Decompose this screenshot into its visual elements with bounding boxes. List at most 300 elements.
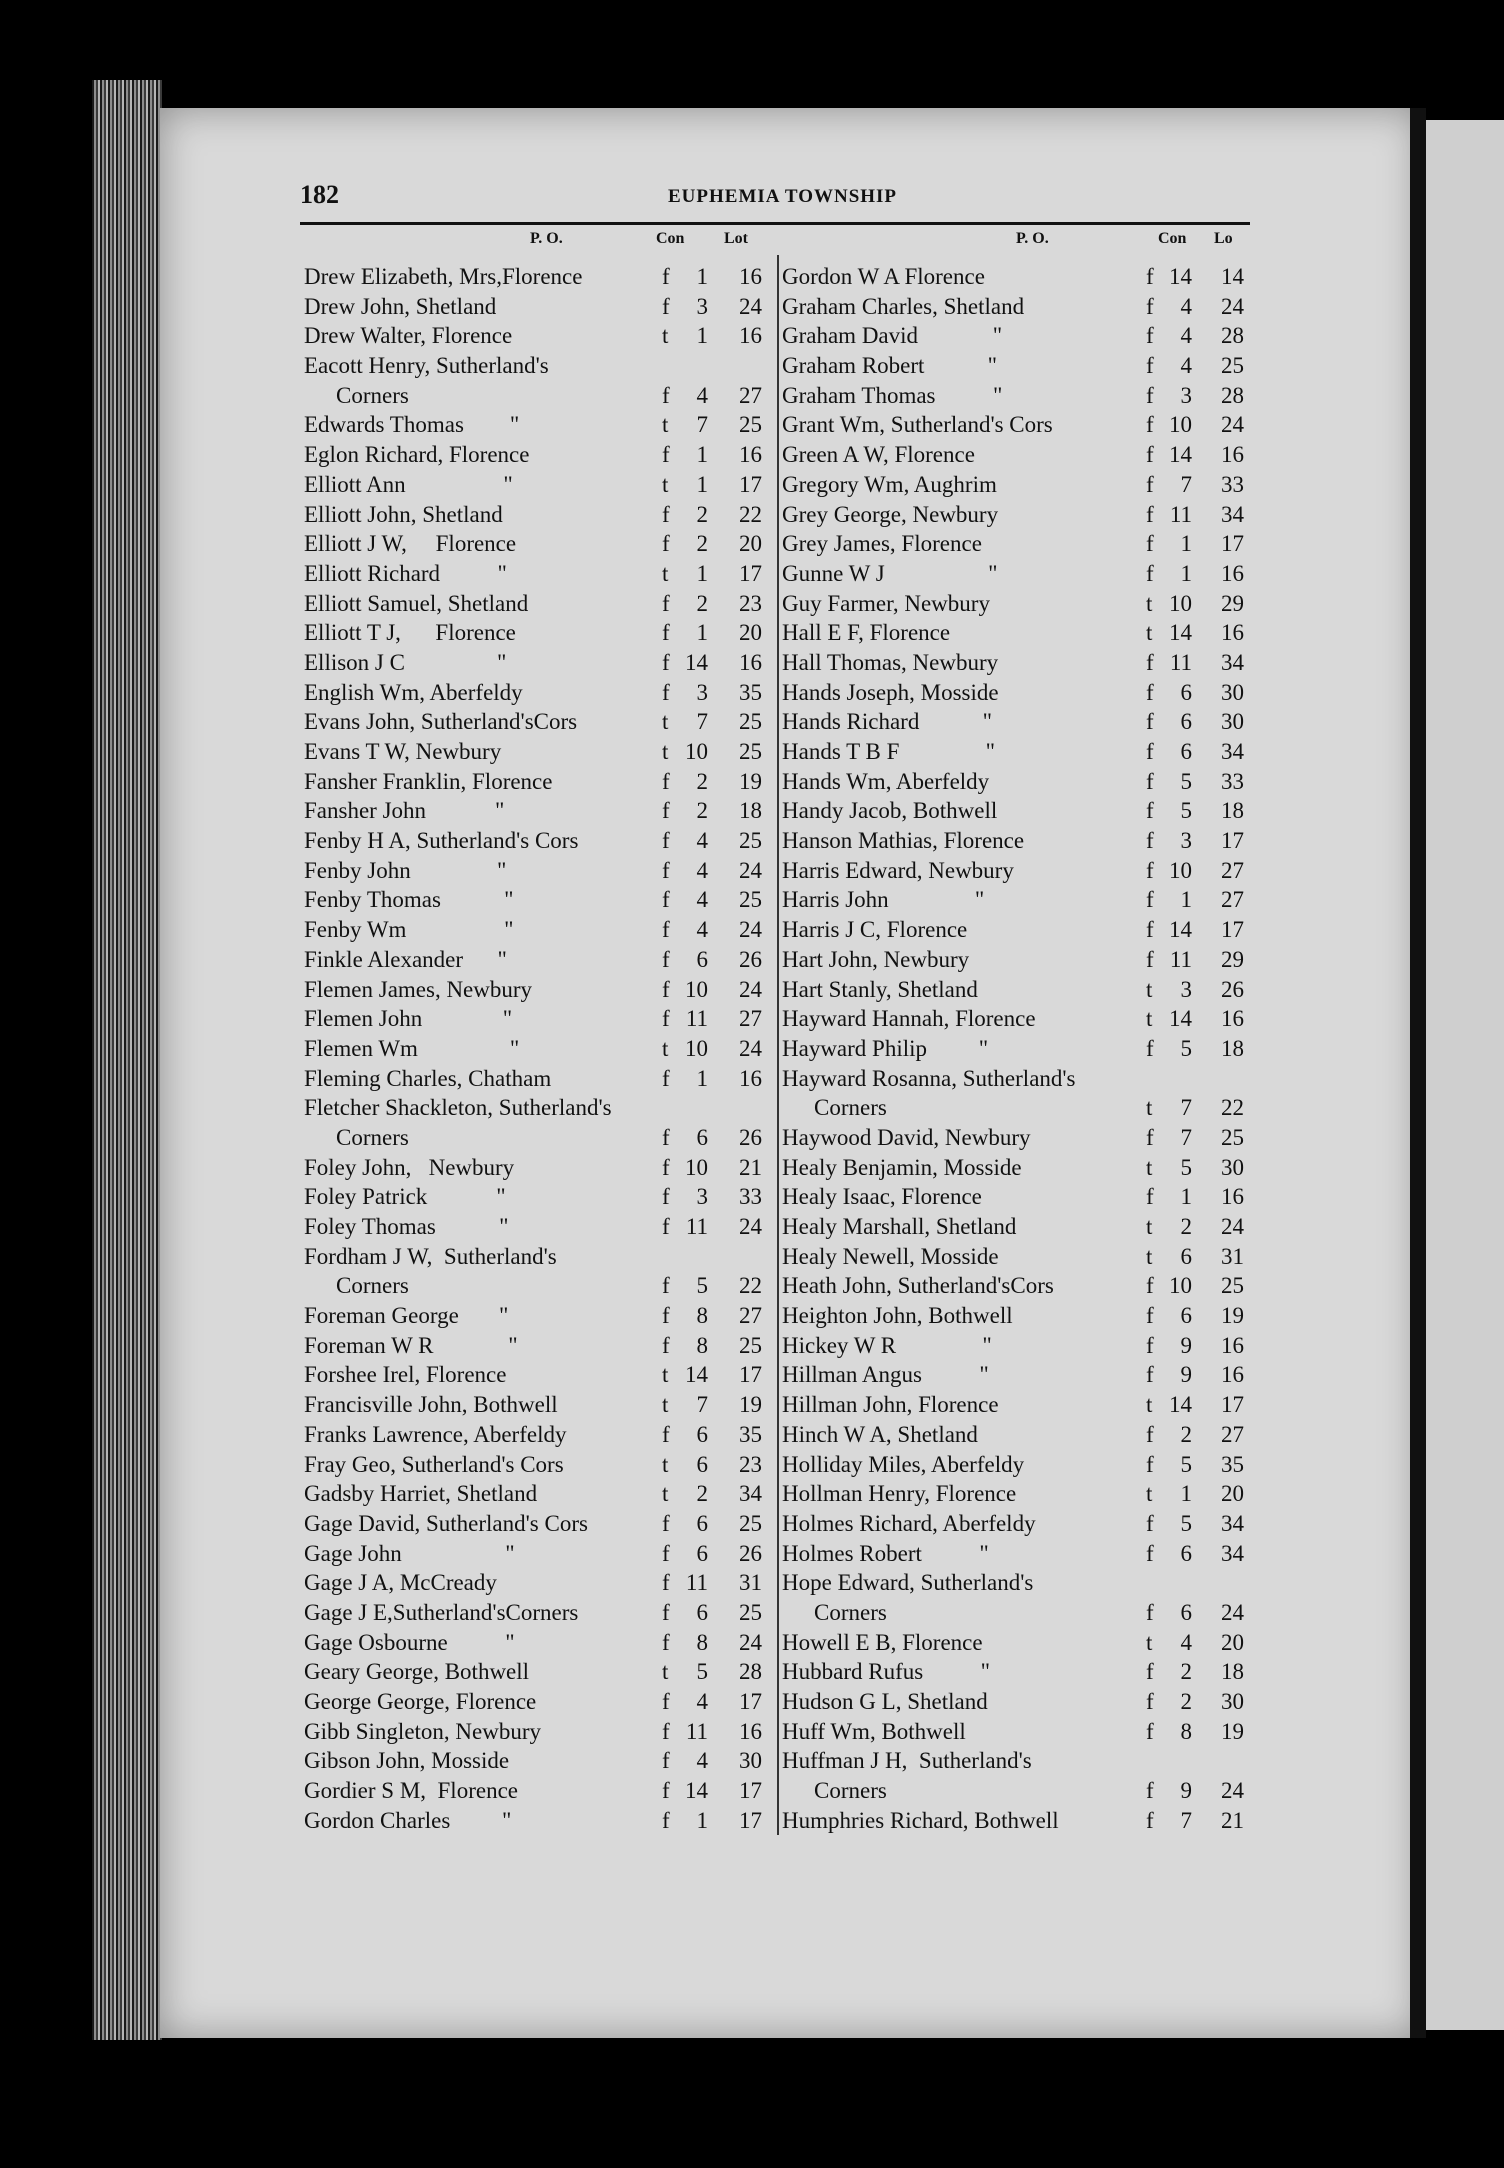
directory-entry	[782, 1657, 1250, 1687]
entry-tenure: f	[1146, 1778, 1154, 1804]
entry-concession: 7	[1180, 1807, 1192, 1833]
entry-lot: 35	[739, 1421, 762, 1447]
entry-tenure: f	[662, 649, 670, 675]
entry-lot: 24	[739, 976, 762, 1002]
entry-lot: 17	[739, 1689, 762, 1714]
entry-concession: 14	[685, 1362, 708, 1388]
entry-lot: 27	[1221, 1421, 1244, 1447]
entry-name: Hayward Rosanna, Sutherland's	[782, 1065, 1076, 1091]
entry-tenure: f	[1146, 1303, 1154, 1329]
entry-concession: 10	[1169, 412, 1192, 438]
entry-lot: 19	[1221, 1303, 1244, 1329]
entry-tenure: f	[1146, 828, 1154, 854]
entry-name: Healy Benjamin, Mosside	[782, 1154, 1022, 1180]
entry-lot: 18	[1221, 1659, 1244, 1685]
entry-concession: 1	[1180, 560, 1192, 586]
entry-concession: 3	[696, 679, 708, 705]
entry-name: Grant Wm, Sutherland's Cors	[782, 412, 1053, 438]
entry-tenure: f	[662, 264, 670, 289]
entry-tenure: f	[1146, 531, 1154, 557]
directory-entry	[782, 500, 1250, 530]
page-gutter-shadow	[1410, 108, 1426, 2038]
entry-concession: 6	[696, 1510, 708, 1536]
entry-name: Drew Elizabeth, Mrs,Florence	[304, 264, 583, 289]
entry-lot: 25	[1221, 353, 1244, 379]
entry-tenure: f	[662, 1570, 670, 1596]
entry-name: Elliott John, Shetland	[304, 501, 503, 527]
directory-entry	[782, 1093, 1250, 1123]
entry-lot: 27	[739, 1303, 762, 1329]
entry-name: Evans John, Sutherland'sCors	[304, 709, 578, 735]
entry-lot: 16	[739, 1718, 762, 1744]
entry-tenure: f	[1146, 560, 1154, 586]
entry-lot: 17	[739, 471, 762, 497]
directory-entry	[304, 1182, 770, 1212]
entry-name: Holmes Richard, Aberfeldy	[782, 1510, 1036, 1536]
entry-name: Corners	[336, 382, 409, 408]
directory-entry	[304, 559, 770, 589]
entry-lot: 20	[1221, 1481, 1244, 1507]
entry-tenure: f	[662, 679, 670, 705]
directory-entry	[304, 648, 770, 678]
directory-entry	[782, 1598, 1250, 1628]
entry-concession: 3	[1180, 382, 1192, 408]
entry-tenure: t	[662, 1362, 669, 1388]
entry-concession: 1	[1180, 1481, 1192, 1507]
entry-concession: 14	[1169, 442, 1192, 468]
directory-entry	[304, 1212, 770, 1242]
directory-entry	[304, 945, 770, 975]
entry-lot: 34	[1221, 1510, 1244, 1536]
entry-lot: 25	[739, 1510, 762, 1536]
page-header	[300, 180, 1250, 220]
entry-lot: 16	[1221, 1006, 1244, 1032]
entry-name: Hubbard Rufus "	[782, 1659, 991, 1685]
entry-tenure: f	[1146, 1718, 1154, 1744]
entry-name: Harris J C, Florence	[782, 917, 968, 943]
entry-name: Holliday Miles, Aberfeldy	[782, 1451, 1025, 1477]
entry-concession: 2	[1180, 1421, 1192, 1447]
entry-concession: 6	[696, 1599, 708, 1625]
directory-entry	[782, 1806, 1250, 1836]
entry-lot: 17	[1221, 531, 1244, 557]
entry-lot: 17	[1221, 1392, 1244, 1418]
directory-entry	[304, 737, 770, 767]
entry-name: Gordier S M, Florence	[304, 1778, 518, 1804]
entry-lot: 30	[1221, 1154, 1244, 1180]
entry-concession: 8	[696, 1332, 708, 1358]
entry-concession: 6	[696, 1540, 708, 1566]
directory-entry	[782, 945, 1250, 975]
entry-name: Hanson Mathias, Florence	[782, 828, 1025, 854]
entry-lot: 25	[739, 412, 762, 438]
entry-lot: 34	[1221, 1540, 1244, 1566]
directory-entry	[782, 1628, 1250, 1658]
entry-concession: 8	[696, 1303, 708, 1329]
directory-entry	[782, 1331, 1250, 1361]
entry-name: Handy Jacob, Bothwell	[782, 798, 998, 824]
entry-lot: 30	[1221, 1689, 1244, 1714]
directory-entry	[304, 262, 770, 292]
entry-lot: 22	[739, 501, 762, 527]
entry-lot: 18	[739, 798, 762, 824]
directory-entry	[304, 1539, 770, 1569]
entry-name: Fletcher Shackleton, Sutherland's	[304, 1095, 612, 1121]
entry-tenure: f	[1146, 1689, 1154, 1714]
directory-entry	[304, 1034, 770, 1064]
directory-entry	[304, 826, 770, 856]
entry-concession: 10	[1169, 1273, 1192, 1299]
entry-concession: 9	[1180, 1778, 1192, 1804]
entry-lot: 34	[739, 1481, 762, 1507]
entry-lot: 27	[739, 1006, 762, 1032]
entry-name: Gibson John, Mosside	[304, 1748, 510, 1774]
directory-entry	[304, 381, 770, 411]
entry-lot: 17	[739, 1778, 762, 1804]
entry-name: Grey George, Newbury	[782, 501, 999, 527]
entry-lot: 33	[1221, 471, 1244, 497]
entry-tenure: f	[662, 293, 670, 319]
entry-concession: 9	[1180, 1332, 1192, 1358]
directory-entry	[782, 975, 1250, 1005]
entry-tenure: f	[662, 1065, 670, 1091]
entry-name: Fenby John "	[304, 857, 507, 883]
entry-tenure: f	[662, 1303, 670, 1329]
entry-lot: 28	[739, 1659, 762, 1685]
entry-tenure: t	[662, 412, 669, 438]
directory-entry	[782, 796, 1250, 826]
entry-lot: 28	[1221, 323, 1244, 349]
entry-concession: 10	[1169, 857, 1192, 883]
entry-tenure: f	[662, 590, 670, 616]
entry-lot: 31	[1221, 1243, 1244, 1269]
entry-tenure: t	[662, 739, 669, 764]
entry-concession: 4	[696, 857, 708, 883]
entry-name: Guy Farmer, Newbury	[782, 590, 990, 616]
entry-concession: 1	[696, 1807, 708, 1833]
entry-tenure: f	[1146, 1124, 1154, 1150]
entry-lot: 27	[739, 382, 762, 408]
entry-tenure: t	[1146, 1006, 1153, 1032]
entry-lot: 26	[1221, 976, 1244, 1002]
entry-tenure: f	[1146, 1421, 1154, 1447]
directory-entry	[782, 885, 1250, 915]
entry-concession: 7	[1180, 1124, 1192, 1150]
directory-entry	[782, 1509, 1250, 1539]
directory-entry	[304, 1746, 770, 1776]
directory-entry	[304, 321, 770, 351]
entry-lot: 22	[1221, 1095, 1244, 1121]
entry-name: Hands Richard "	[782, 709, 992, 735]
entry-name: Foley John, Newbury	[304, 1154, 515, 1180]
entry-lot: 19	[739, 768, 762, 794]
entry-name: Holmes Robert "	[782, 1540, 989, 1566]
entry-concession: 6	[1180, 1540, 1192, 1566]
entry-name: Elliott Richard "	[304, 560, 507, 586]
entry-lot: 17	[1221, 828, 1244, 854]
entry-concession: 7	[696, 1392, 708, 1418]
entry-lot: 14	[1221, 264, 1244, 289]
directory-entry	[782, 1420, 1250, 1450]
directory-entry	[304, 1450, 770, 1480]
entry-concession: 4	[696, 828, 708, 854]
directory-entry	[304, 1331, 770, 1361]
running-title: EUPHEMIA TOWNSHIP	[668, 186, 898, 207]
entry-tenure: f	[1146, 768, 1154, 794]
directory-entry	[304, 1509, 770, 1539]
directory-entry	[304, 1153, 770, 1183]
directory-entry	[782, 826, 1250, 856]
entry-concession: 3	[1180, 828, 1192, 854]
entry-concession: 7	[696, 709, 708, 735]
directory-entry	[782, 856, 1250, 886]
entry-name: Foreman George "	[304, 1303, 509, 1329]
entry-tenure: f	[662, 1748, 670, 1774]
entry-name: Graham Thomas "	[782, 382, 1003, 408]
entry-concession: 2	[696, 768, 708, 794]
entry-concession: 3	[696, 1184, 708, 1210]
entry-name: Corners	[336, 1124, 409, 1150]
entry-lot: 35	[739, 679, 762, 705]
entry-concession: 1	[696, 560, 708, 586]
entry-tenure: f	[1146, 946, 1154, 972]
entry-lot: 24	[739, 1629, 762, 1655]
directory-entry	[782, 1301, 1250, 1331]
entry-lot: 31	[739, 1570, 762, 1596]
entry-tenure: f	[1146, 1362, 1154, 1388]
entry-concession: 3	[1180, 976, 1192, 1002]
directory-entry	[304, 1271, 770, 1301]
entry-concession: 6	[1180, 1303, 1192, 1329]
directory-entry	[782, 678, 1250, 708]
entry-lot: 34	[1221, 739, 1244, 764]
entry-name: Corners	[336, 1273, 409, 1299]
directory-entry	[782, 1182, 1250, 1212]
entry-tenure: f	[662, 620, 670, 646]
entry-tenure: f	[662, 1214, 670, 1239]
entry-name: Elliott Samuel, Shetland	[304, 590, 529, 616]
entry-concession: 14	[1169, 1392, 1192, 1418]
entry-name: Heath John, Sutherland'sCors	[782, 1273, 1054, 1299]
entry-concession: 8	[1180, 1718, 1192, 1744]
entry-name: Geary George, Bothwell	[304, 1659, 530, 1685]
entry-concession: 1	[1180, 1184, 1192, 1210]
directory-entry	[782, 351, 1250, 381]
entry-lot: 30	[1221, 709, 1244, 735]
entry-concession: 4	[696, 1689, 708, 1714]
entry-concession: 5	[696, 1659, 708, 1685]
entry-lot: 16	[739, 442, 762, 468]
entry-concession: 10	[685, 976, 708, 1002]
entry-lot: 19	[739, 1392, 762, 1418]
entry-name: Gage David, Sutherland's Cors	[304, 1510, 588, 1536]
entry-tenure: f	[662, 1778, 670, 1804]
entry-name: Elliott Ann "	[304, 471, 513, 497]
entry-concession: 6	[696, 946, 708, 972]
entry-concession: 6	[696, 1124, 708, 1150]
entry-name: Hudson G L, Shetland	[782, 1689, 988, 1714]
entry-tenure: f	[1146, 887, 1154, 913]
entry-name: Fenby Wm "	[304, 917, 514, 943]
entry-lot: 17	[739, 1362, 762, 1388]
entry-lot: 29	[1221, 946, 1244, 972]
entry-concession: 9	[1180, 1362, 1192, 1388]
entry-concession: 10	[685, 1035, 708, 1061]
entry-concession: 6	[696, 1451, 708, 1477]
entry-tenure: f	[662, 857, 670, 883]
entry-tenure: f	[1146, 1273, 1154, 1299]
directory-entry	[782, 1242, 1250, 1272]
entry-name: Harris John "	[782, 887, 985, 913]
entry-lot: 18	[1221, 1035, 1244, 1061]
entry-tenure: f	[662, 1540, 670, 1566]
entry-name: Corners	[814, 1778, 887, 1804]
entry-tenure: f	[662, 1421, 670, 1447]
entry-name: Corners	[814, 1095, 887, 1121]
entry-lot: 33	[739, 1184, 762, 1210]
directory-entry	[782, 470, 1250, 500]
entry-tenure: f	[662, 382, 670, 408]
entry-lot: 16	[1221, 620, 1244, 646]
entry-name: Eglon Richard, Florence	[304, 442, 530, 468]
entry-name: Healy Marshall, Shetland	[782, 1214, 1017, 1239]
directory-entry	[304, 707, 770, 737]
entry-lot: 16	[739, 323, 762, 349]
entry-name: Gage Osbourne "	[304, 1629, 515, 1655]
directory-entry	[304, 1687, 770, 1717]
entry-tenure: f	[1146, 382, 1154, 408]
entry-tenure: t	[1146, 976, 1153, 1002]
directory-entry	[304, 856, 770, 886]
entry-lot: 24	[739, 917, 762, 943]
entry-concession: 5	[1180, 1154, 1192, 1180]
entry-tenure: t	[1146, 1095, 1153, 1121]
entry-lot: 16	[1221, 1184, 1244, 1210]
entry-name: Fordham J W, Sutherland's	[304, 1243, 557, 1269]
entry-concession: 4	[1180, 293, 1192, 319]
entry-name: Graham David "	[782, 323, 1003, 349]
entry-lot: 33	[1221, 768, 1244, 794]
directory-entry	[304, 1568, 770, 1598]
entry-lot: 26	[739, 1540, 762, 1566]
entry-concession: 14	[1169, 264, 1192, 289]
entry-lot: 24	[1221, 412, 1244, 438]
entry-lot: 16	[1221, 442, 1244, 468]
entry-name: Gunne W J "	[782, 560, 998, 586]
entry-tenure: f	[1146, 501, 1154, 527]
entry-lot: 16	[1221, 1332, 1244, 1358]
entry-lot: 16	[1221, 560, 1244, 586]
directory-entry	[782, 1212, 1250, 1242]
entry-name: Evans T W, Newbury	[304, 739, 502, 764]
entry-name: Hands Joseph, Mosside	[782, 679, 999, 705]
entry-lot: 20	[1221, 1629, 1244, 1655]
entry-name: Gordon W A Florence	[782, 264, 985, 289]
entry-tenure: f	[1146, 471, 1154, 497]
entry-concession: 1	[696, 471, 708, 497]
entry-lot: 16	[739, 649, 762, 675]
entry-lot: 25	[739, 887, 762, 913]
directory-entry	[304, 1657, 770, 1687]
entry-tenure: f	[1146, 323, 1154, 349]
entry-name: Hope Edward, Sutherland's	[782, 1570, 1034, 1596]
entry-tenure: f	[1146, 1184, 1154, 1210]
entry-tenure: t	[662, 1035, 669, 1061]
entry-tenure: t	[1146, 1629, 1153, 1655]
right-lot-heading: Lo	[1214, 230, 1233, 247]
book-page-edges	[92, 80, 162, 2040]
entry-concession: 3	[696, 293, 708, 319]
entry-name: Gordon Charles "	[304, 1807, 512, 1833]
directory-entry	[782, 1004, 1250, 1034]
entry-name: Forshee Irel, Florence	[304, 1362, 507, 1388]
entry-concession: 5	[1180, 798, 1192, 824]
entry-concession: 7	[1180, 471, 1192, 497]
directory-entry	[304, 1717, 770, 1747]
entry-tenure: f	[1146, 1659, 1154, 1685]
entry-tenure: t	[662, 471, 669, 497]
entry-name: Elliott J W, Florence	[304, 531, 517, 557]
entry-name: Fenby Thomas "	[304, 887, 514, 913]
entry-name: Graham Charles, Shetland	[782, 293, 1025, 319]
entry-concession: 4	[696, 382, 708, 408]
directory-entry	[782, 1687, 1250, 1717]
entry-name: Hillman John, Florence	[782, 1392, 999, 1418]
entry-name: Gregory Wm, Aughrim	[782, 471, 997, 497]
entry-concession: 6	[1180, 1243, 1192, 1269]
entry-lot: 27	[1221, 887, 1244, 913]
left-column	[304, 262, 770, 1835]
entry-concession: 2	[696, 798, 708, 824]
directory-entry	[304, 440, 770, 470]
entry-lot: 25	[739, 828, 762, 854]
entry-tenure: f	[662, 798, 670, 824]
right-po-heading: P. O.	[1016, 230, 1049, 247]
entry-tenure: f	[662, 976, 670, 1002]
entry-tenure: t	[662, 1392, 669, 1418]
entry-tenure: f	[1146, 264, 1154, 289]
entry-lot: 30	[1221, 679, 1244, 705]
entry-lot: 28	[1221, 382, 1244, 408]
header-rule	[300, 222, 1250, 225]
entry-concession: 5	[1180, 1451, 1192, 1477]
entry-concession: 11	[1169, 501, 1192, 527]
entry-concession: 11	[685, 1006, 708, 1032]
directory-entry	[782, 1539, 1250, 1569]
directory-entry	[782, 529, 1250, 559]
entry-lot: 25	[1221, 1273, 1244, 1299]
entry-name: Flemen Wm "	[304, 1035, 520, 1061]
entry-concession: 4	[696, 1748, 708, 1774]
entry-tenure: f	[1146, 739, 1154, 764]
entry-lot: 19	[1221, 1718, 1244, 1744]
entry-lot: 18	[1221, 798, 1244, 824]
entry-concession: 14	[1169, 917, 1192, 943]
entry-lot: 23	[739, 590, 762, 616]
directory-entry	[782, 1717, 1250, 1747]
entry-tenure: f	[662, 1599, 670, 1625]
entry-concession: 4	[1180, 353, 1192, 379]
right-column	[782, 262, 1250, 1835]
entry-name: Fansher Franklin, Florence	[304, 768, 553, 794]
entry-name: Elliott T J, Florence	[304, 620, 516, 646]
entry-name: Foley Patrick "	[304, 1184, 506, 1210]
entry-concession: 6	[696, 1421, 708, 1447]
directory-entry	[304, 1806, 770, 1836]
directory-entry	[782, 1123, 1250, 1153]
directory-entry	[782, 915, 1250, 945]
entry-concession: 1	[696, 264, 708, 289]
